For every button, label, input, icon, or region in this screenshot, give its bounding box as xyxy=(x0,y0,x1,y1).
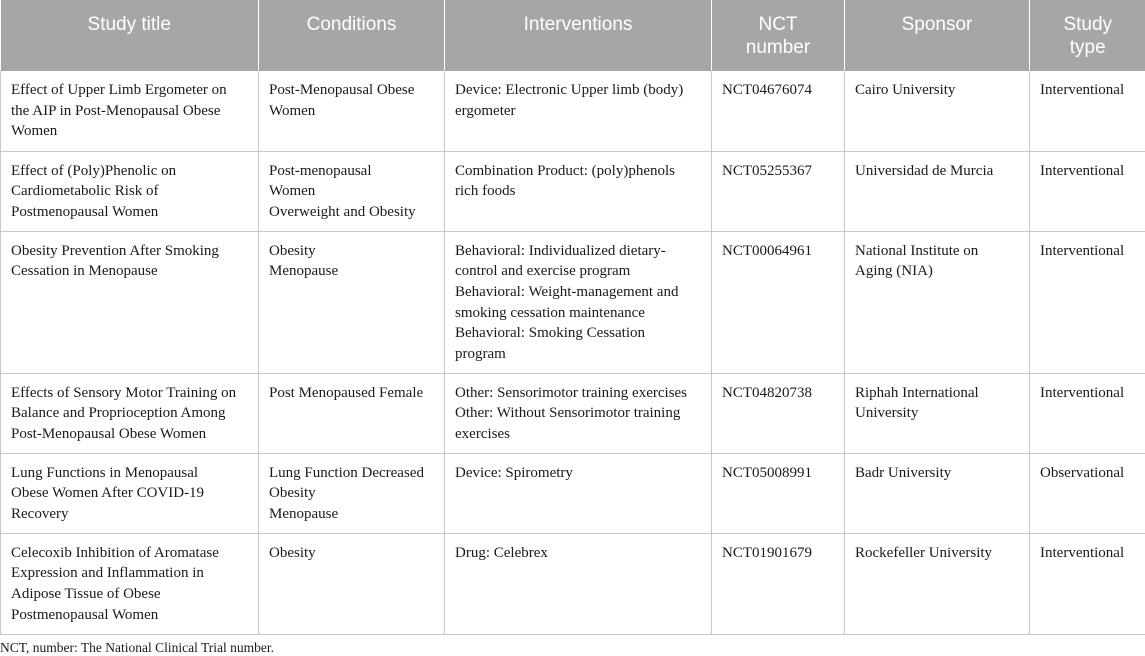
cell-sponsor: Cairo University xyxy=(845,71,1030,151)
cell-sponsor: Riphah International University xyxy=(845,373,1030,453)
table-row xyxy=(1,231,1145,373)
table-footnote: NCT, number: The National Clinical Trial number. xyxy=(0,640,274,655)
cell-conditions: Post Menopaused Female xyxy=(259,373,445,453)
cell-study-type: Observational xyxy=(1030,453,1145,533)
cell-study-title: Celecoxib Inhibition of Aromatase Expression and Inflammation in Adipose Tissue of Obese Postmenopausal Women xyxy=(1,533,259,634)
cell-nct-number: NCT04820738 xyxy=(712,373,845,453)
cell-conditions: Obesity xyxy=(259,533,445,634)
cell-study-title: Obesity Prevention After Smoking Cessation in Menopause xyxy=(1,231,259,373)
cell-study-type: Interventional xyxy=(1030,231,1145,373)
header-study-type: Study type xyxy=(1030,0,1145,71)
cell-study-type: Interventional xyxy=(1030,71,1145,151)
cell-study-type: Interventional xyxy=(1030,373,1145,453)
table-row xyxy=(1,151,1145,231)
cell-conditions: Obesity Menopause xyxy=(259,231,445,373)
cell-sponsor: Badr University xyxy=(845,453,1030,533)
cell-interventions: Device: Electronic Upper limb (body) ergometer xyxy=(445,71,712,151)
header-interventions: Interventions xyxy=(445,0,712,71)
cell-study-title: Effect of (Poly)Phenolic on Cardiometabolic Risk of Postmenopausal Women xyxy=(1,151,259,231)
cell-nct-number: NCT05008991 xyxy=(712,453,845,533)
cell-nct-number: NCT01901679 xyxy=(712,533,845,634)
cell-study-title: Effect of Upper Limb Ergometer on the AIP in Post-Menopausal Obese Women xyxy=(1,71,259,151)
table-row xyxy=(1,533,1145,634)
cell-interventions: Behavioral: Individualized dietary- control and exercise program Behavioral: Weight-management and smoking cessation maintenance Behavioral: Smoking Cessation program xyxy=(445,231,712,373)
table-header-row xyxy=(1,0,1145,71)
cell-study-title: Effects of Sensory Motor Training on Balance and Proprioception Among Post-Menopausal Obese Women xyxy=(1,373,259,453)
cell-interventions: Device: Spirometry xyxy=(445,453,712,533)
header-sponsor: Sponsor xyxy=(845,0,1030,71)
cell-interventions: Other: Sensorimotor training exercises Other: Without Sensorimotor training exercises xyxy=(445,373,712,453)
cell-study-type: Interventional xyxy=(1030,533,1145,634)
cell-conditions: Post-menopausal Women Overweight and Obesity xyxy=(259,151,445,231)
cell-nct-number: NCT00064961 xyxy=(712,231,845,373)
cell-nct-number: NCT05255367 xyxy=(712,151,845,231)
cell-conditions: Post-Menopausal Obese Women xyxy=(259,71,445,151)
cell-interventions: Combination Product: (poly)phenols rich foods xyxy=(445,151,712,231)
cell-sponsor: Universidad de Murcia xyxy=(845,151,1030,231)
cell-nct-number: NCT04676074 xyxy=(712,71,845,151)
cell-conditions: Lung Function Decreased Obesity Menopause xyxy=(259,453,445,533)
table-row xyxy=(1,71,1145,151)
table-row xyxy=(1,453,1145,533)
header-nct-number: NCT number xyxy=(712,0,845,71)
cell-study-type: Interventional xyxy=(1030,151,1145,231)
cell-sponsor: National Institute on Aging (NIA) xyxy=(845,231,1030,373)
header-conditions: Conditions xyxy=(259,0,445,71)
cell-study-title: Lung Functions in Menopausal Obese Women After COVID-19 Recovery xyxy=(1,453,259,533)
cell-interventions: Drug: Celebrex xyxy=(445,533,712,634)
cell-sponsor: Rockefeller University xyxy=(845,533,1030,634)
table-row xyxy=(1,373,1145,453)
header-study-title: Study title xyxy=(1,0,259,71)
